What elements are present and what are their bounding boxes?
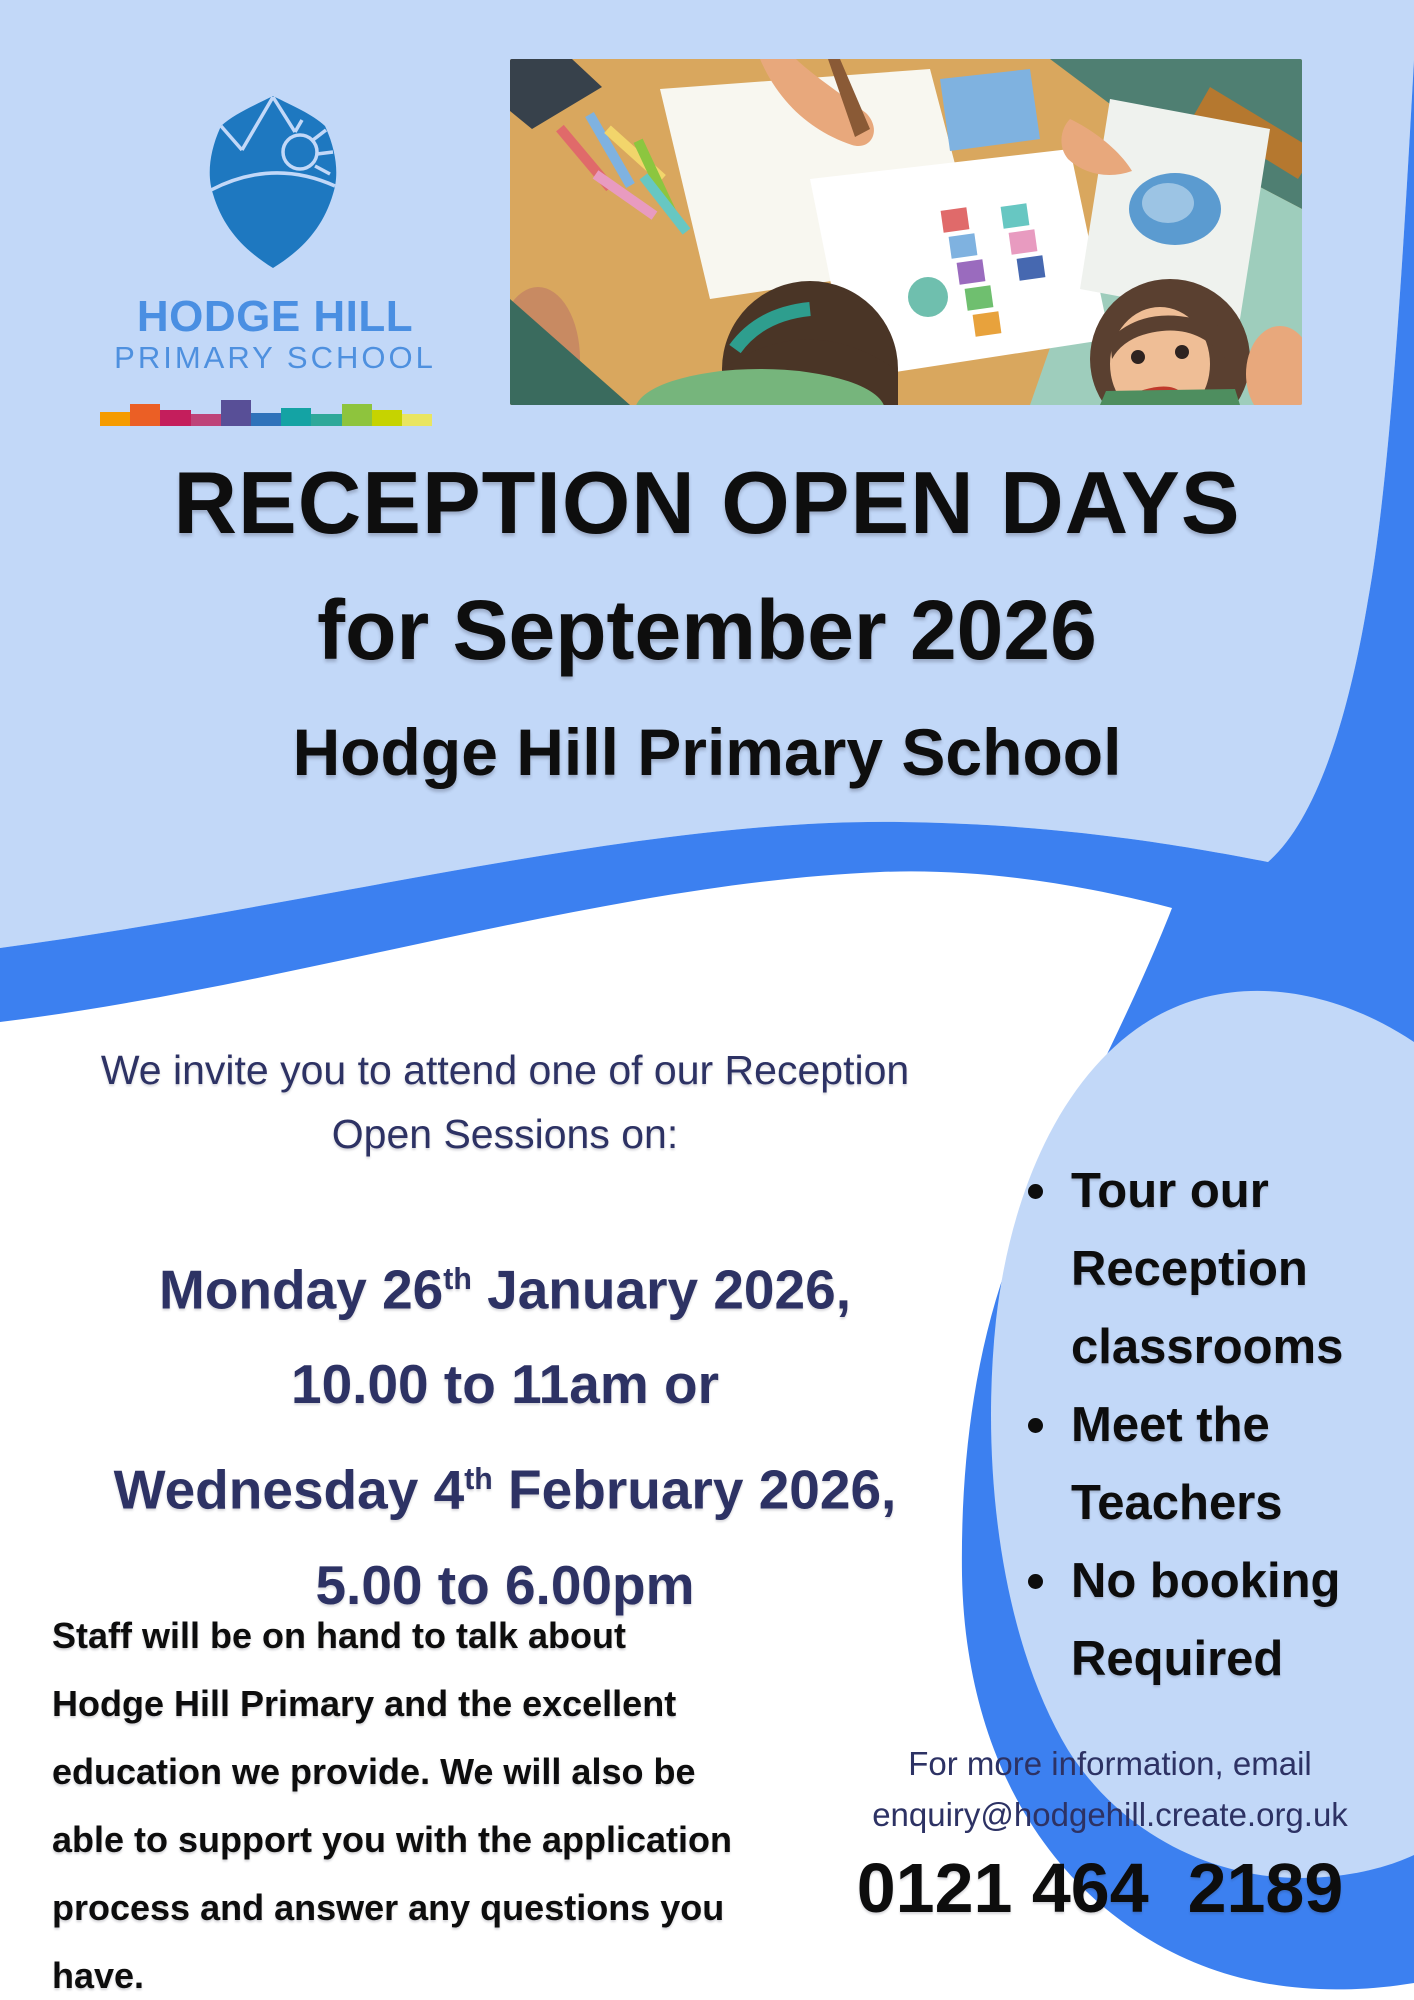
contact-email-address: enquiry@hodgehill.create.org.uk <box>872 1796 1348 1833</box>
session-time-1: 10.00 to 11am or <box>290 1353 720 1416</box>
staff-paragraph-line: process and answer any questions you <box>52 1887 725 1928</box>
color-bar-segment <box>311 414 341 426</box>
session-date-2-text: Wednesday 4 <box>113 1458 465 1521</box>
session-date-1-rest: January 2026, <box>471 1258 851 1321</box>
ordinal-suffix: th <box>464 1463 493 1497</box>
session-date-2 <box>10 1432 1000 1537</box>
color-bar-segment <box>191 414 221 426</box>
school-logo-shield-icon <box>198 92 348 272</box>
color-bar-segment <box>100 412 130 426</box>
color-bar-segment <box>281 408 311 426</box>
staff-paragraph-line: education we provide. We will also be <box>52 1751 696 1792</box>
contact-phone-number: 0121 464 2189 <box>856 1849 1344 1927</box>
school-logo-name: HODGE HILL <box>136 292 414 341</box>
staff-paragraph-line: have. <box>52 1955 145 1996</box>
main-title: RECEPTION OPEN DAYS <box>173 453 1241 552</box>
invitation-text <box>10 1038 1000 1166</box>
list-item-label: No booking Required <box>1071 1554 1341 1686</box>
color-bar-segment <box>130 404 160 426</box>
session-time-2: 5.00 to 6.00pm <box>315 1553 695 1616</box>
contact-info <box>810 1738 1410 1840</box>
subtitle-school-name: Hodge Hill Primary School <box>292 715 1122 789</box>
color-bar-segment <box>251 413 281 426</box>
staff-paragraph-line: Staff will be on hand to talk about <box>52 1615 626 1656</box>
invitation-line-2: Open Sessions on: <box>331 1111 679 1157</box>
session-date-2-rest: February 2026, <box>492 1458 897 1521</box>
list-item-label: Tour our Reception classrooms <box>1071 1164 1344 1374</box>
ordinal-suffix: th <box>443 1263 472 1296</box>
staff-paragraph-line: able to support you with the application <box>52 1819 733 1860</box>
color-bar-segment <box>402 414 432 426</box>
invitation-line-1: We invite you to attend one of our Reception <box>100 1047 910 1093</box>
session-date-1 <box>10 1232 1000 1337</box>
color-bar-segment <box>372 410 402 426</box>
open-session-dates <box>10 1232 1000 1633</box>
color-bar-segment <box>221 400 251 426</box>
subtitle-date: for September 2026 <box>317 583 1097 677</box>
bullet-dot-icon <box>1028 1574 1043 1589</box>
school-logo-subname: PRIMARY SCHOOL <box>114 340 436 375</box>
bullet-dot-icon <box>1028 1184 1043 1199</box>
classroom-artwork-photo <box>510 59 1302 405</box>
list-item <box>1020 1542 1400 1698</box>
session-date-1-text: Monday 26 <box>159 1258 444 1321</box>
contact-info-line: For more information, email <box>908 1745 1312 1782</box>
open-day-highlights-list <box>1020 1152 1400 1698</box>
list-item <box>1020 1152 1400 1386</box>
staff-info-paragraph <box>52 1602 772 2000</box>
bullet-dot-icon <box>1028 1418 1043 1433</box>
staff-paragraph-line: Hodge Hill Primary and the excellent <box>52 1683 677 1724</box>
logo-color-bar <box>100 396 432 426</box>
color-bar-segment <box>342 404 372 426</box>
list-item-label: Meet the Teachers <box>1071 1398 1283 1530</box>
list-item <box>1020 1386 1400 1542</box>
color-bar-segment <box>160 410 190 426</box>
